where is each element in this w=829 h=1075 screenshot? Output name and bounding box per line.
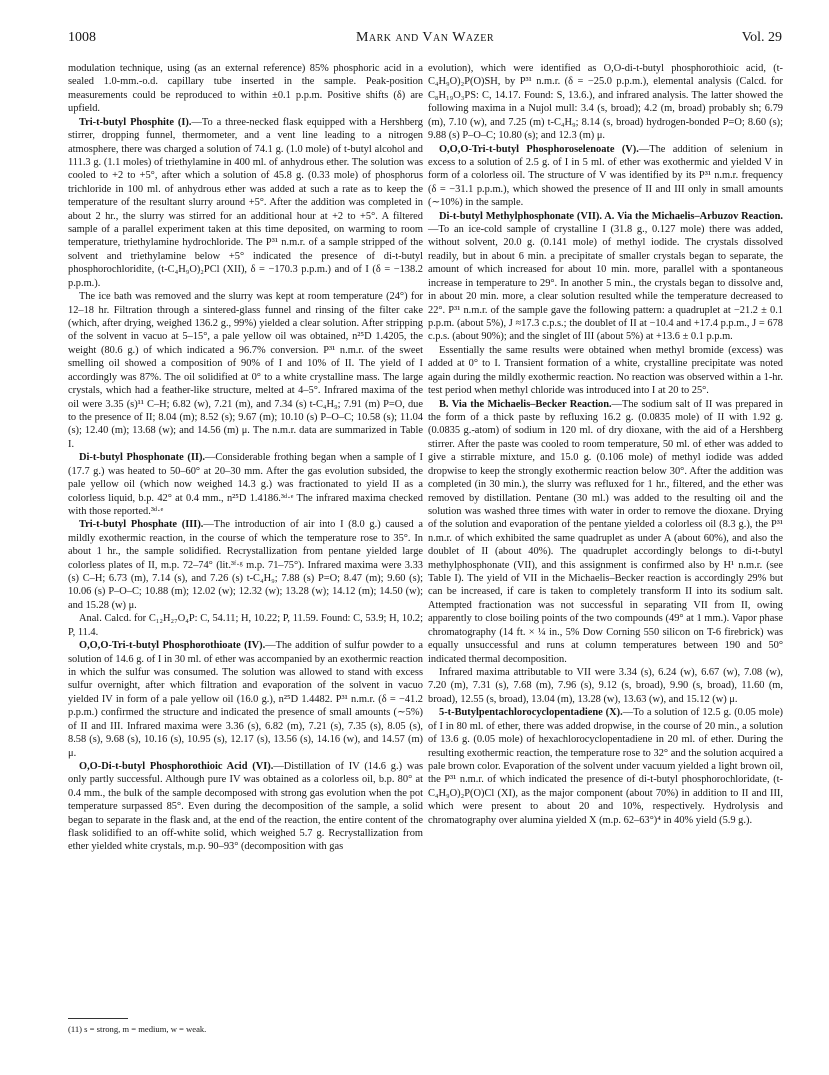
- section-heading: O,O,O-Tri-t-butyl Phosphoroselenoate (V).: [439, 143, 639, 155]
- paragraph-text: —Distillation of IV (14.6 g.) was only partly successful. Although pure IV was obtained as a colorless oil, b.p. 80° at 0.4 mm., the bulk of the sample decomposed with strong gas evolution when the pot temperature surpassed 85°. Even during the decomposition of the sample, a solid began to separate in the flask and, at the end of the reaction, the entire content of the flask solidified to an off-white solid, which weighed 5.7 g. Recrystallization from ether yielded white crystals, m.p. 90–93° (decomposition with gas: [68, 760, 424, 853]
- paragraph: [428, 666, 783, 706]
- paragraph-text: —To a three-necked flask equipped with a Hershberg stirrer, dropping funnel, thermometer, and a vent line leading to a nitrogen atmosphere, there was charged a solution of 74.1 g. (1.0 mole) of t-butyl alcohol and 111.3 g. (1.1 moles) of triethylamine in 400 ml. of anhydrous ether. The solution was cooled to +2 to +5°, after which a solution of 45.8 g. (0.33 mole) of phosphorus trichloride in 100 ml. of anhydrous ether was added at such a rate as to keep the temperature of the resultant slurry around +5°. After the addition was completed in about 2 hr., the slurry was stirred for an additional hour at +2 to +5°. A filtered sample of a parallel experiment taken at this time deposited, on warming to room temperature, triethylamine hydrochloride. The P³¹ n.m.r. of a sample stripped of the solvent and triethylamine below +5° indicated the presence of di-t-butyl phosphorochloridite, (t-C₄H₉O)₂PCl (XII), δ = −170.3 p.p.m.) and of I (δ = −138.2 p.p.m.).: [68, 116, 423, 289]
- running-header: [68, 30, 782, 50]
- paragraph: [68, 760, 423, 854]
- paragraph-text: The ice bath was removed and the slurry was kept at room temperature (24°) for 12–18 hr. Filtration through a sintered-glass funnel and rinsing of the filter cake (which, after drying, weighed 136.2 g., 99%) yielded a clear solution. After stripping of the solvent in vacuo at 5–15°, a pale yellow oil was obtained, n²⁵D 1.4205, the weight (80.6 g.) of which indicated a 96.7% conversion. P³¹ n.m.r. of the sweet smelling oil showed a composition of 90% of I and 10% of II. The yield of I accordingly was 87%. The oil solidified at 0° to a white crystalline mass. The large crystals, which had a feather-like structure, melted at 4–5°. Infrared maxima of the oil were 3.35 (s)¹¹ C–H; 6.82 (w), 7.21 (m), and 7.34 (s) t-C₄H₉; 7.91 (m) P=O, due to the presence of II; 8.04 (m); 8.52 (s); 9.67 (m); 10.10 (s) P–O–C; 10.58 (s); 11.04 (s); 12.40 (m); 13.68 (w); and 14.56 (m) μ. The n.m.r. data are summarized in Table I.: [68, 291, 423, 450]
- paragraph-text: Anal. Calcd. for C₁₂H₂₇O₄P: C, 54.11; H, 10.22; P, 11.59. Found: C, 53.9; H, 10.2; P, 11.4.: [68, 613, 423, 638]
- footnote-text: (11) s = strong, m = medium, w = weak.: [68, 1024, 207, 1034]
- section-heading: O,O,O-Tri-t-butyl Phosphorothioate (IV).: [79, 640, 266, 652]
- paragraph-text: —The introduction of air into I (8.0 g.) caused a mildly exothermic reaction, in the course of which the temperature rose to 35°. In about 1 hr., the sample solidified. Recrystallization from pentane yielded large colorless plates of II, m.p. 72–74° (lit.³ᶠ·ᵍ m.p. 71–75°). Infrared maxima were 3.33 (s) C–H; 6.73 (m), 7.14 (s), and 7.26 (s) t-C₄H₉; 7.88 (s) P=O; 8.47 (m); 9.60 (s); 10.06 (s) P–O–C; 10.88 (m); 12.02 (w); 12.32 (w); 13.28 (w); 14.12 (m); 14.50 (w); and 15.28 (w) μ.: [68, 519, 423, 611]
- paragraph: [68, 518, 423, 612]
- paragraph-text: —To an ice-cold sample of crystalline I (31.8 g., 0.127 mole) there was added, without solvent, 20.0 g. (0.141 mole) of methyl iodide. The crystals dissolved readily, but in about 6 min. a precipitate of smaller crystals began to separate, the amount of which increased for about 10 min. more, parallel with a spontaneous increase in temperature to 29°. In another 5 min., the crystals began to dissolve and, in about 20 min. more, a clear solution resulted while the temperature decreased to 22°. P³¹ n.m.r. of the sample gave the following pattern: a quadruplet at −21.2 ± 0.1 p.p.m. (about 5%), J ≈17.3 c.p.s.; the doublet of II at −10.4 and +17.4 p.p.m., J = 678 c.p.s. (about 90%); and the singlet of III (about 5%) at +13.6 ± 0.1 p.p.m.: [428, 224, 783, 343]
- section-heading: 5-t-Butylpentachlorocyclopentadiene (X).: [439, 707, 623, 719]
- paragraph-text: —The sodium salt of II was prepared in the form of a thick paste by refluxing 16.2 g. (0.0835 mole) of II with 1.92 g. (0.0835 g.-atom) of sodium in 120 ml. of dry dioxane, with the aid of a Hershberg stirrer. After the paste was cooled to room temperature, 50 ml. of ether was added to give a stirrable mixture, and 15.0 g. (0.106 mole) of methyl iodide was added dropwise to keep the strongly exothermic reaction below 30°. After the addition was completed (in 30 min.), the slurry was refluxed for 1 hr., filtered, and the ether was removed by distillation. Pentane (30 ml.) was added to the resulting oil and the solution was washed three times with water in order to remove the dioxane. Drying of the solution and evaporation of the pentane yielded a colorless oil (8.3 g.), the P³¹ n.m.r. of which exhibited the same quadruplet as under A (about 60%), and also the doublet of II (about 40%). The quadruplet accordingly belongs to di-t-butyl methylphosphonate (VII), and this assignment is confirmed also by H¹ n.m.r. (see Table I). The yield of VII in the Michaelis–Becker reaction is accordingly 29% but can be increased, if care is taken to completely transform II into its sodium salt. Attempted fractionation was not successful in separating VII from II, owing apparently to close boiling points of the two compounds (49° at 1 mm.). Vapor phase chromatography (14 ft. × ¼ in., 5% Dow Corning 550 silicon on T-6 firebrick) was equally unsuccessful and runs at column temperatures between 190 and 50° indicated thermal decomposition.: [428, 398, 783, 665]
- paragraph: [428, 143, 783, 210]
- volume-label: Vol. 29: [741, 30, 782, 45]
- section-heading: O,O-Di-t-butyl Phosphorothioic Acid (VI).: [79, 760, 274, 772]
- page-number: 1008: [68, 30, 96, 45]
- paragraph-text: Essentially the same results were obtained when methyl bromide (excess) was added at 0° to I. Transient formation of a white, crystalline precipitate was noted again during the mildly exothermic reaction. No reaction was observed within a 1-hr. test period when methyl chloride was introduced into I at 20 to 25°.: [428, 344, 783, 397]
- paragraph-text: —Considerable frothing began when a sample of I (17.7 g.) was heated to 50–60° at 20–30 mm. After the gas evolution subsided, the pale yellow oil (which now weighed 14.3 g.) was fractionated to yield II as a colorless liquid, b.p. 42° at 0.4 mm., n²⁵D 1.4186.³ᵈ·ᵉ The infrared maxima checked with those reported.³ᵈ·ᵉ: [68, 452, 423, 517]
- footnote: [68, 1024, 423, 1034]
- paragraph-text: modulation technique, using (as an external reference) 85% phosphoric acid in a sealed 1.0-mm.-o.d. capillary tube inserted in the sample. Peak-position measurements could be reproduced to within ±0.1 p.p.m. Positive shifts (δ) are upfield.: [68, 63, 423, 115]
- footnote-rule: [68, 1018, 128, 1019]
- paragraph: [68, 116, 423, 290]
- paragraph: [428, 398, 783, 666]
- section-heading: Di-t-butyl Phosphonate (II).: [79, 452, 206, 464]
- right-column: [428, 62, 783, 827]
- paragraph: [68, 639, 423, 760]
- paragraph: [68, 612, 423, 639]
- paragraph-text: —To a solution of 12.5 g. (0.05 mole) of I in 80 ml. of ether, there was added dropwise, in the course of 20 min., a solution of 13.6 g. (0.05 mole) of hexachlorocyclopentadiene in 20 ml. of ether. During the resulting exothermic reaction, the temperature rose to 32° and the solution acquired a pale brown color. Evaporation of the solvent under vacuum yielded a light brown oil, the P³¹ n.m.r. of which indicated the presence of di-t-butyl phosphorochloridate, (t-C₄H₉O)₂P(O)Cl (XI), as the major component (about 70%) in addition to II and III, which were present to about 20 and 10%, respectively. Hydrolysis and chromatography over alumina yielded X (m.p. 62–63°)⁴ in 40% yield (5.9 g.).: [428, 707, 784, 826]
- paragraph: [68, 62, 423, 116]
- section-heading: B. Via the Michaelis–Becker Reaction.: [439, 398, 612, 410]
- section-heading: Tri-t-butyl Phosphite (I).: [79, 116, 192, 128]
- paragraph: [428, 210, 783, 344]
- paragraph-text: —The addition of selenium in excess to a solution of 2.5 g. of I in 5 ml. of ether was exothermic and yielded V in form of a colorless oil. The structure of V was identified by its P³¹ n.m.r. frequency (δ = −31.1 p.p.m.), which showed the presence of II and III only in small amounts (∼10%) in the sample.: [428, 143, 783, 209]
- paragraph: [68, 451, 423, 518]
- section-heading: Tri-t-butyl Phosphate (III).: [79, 519, 204, 531]
- paragraph: [428, 62, 783, 143]
- running-head-title: Mark and Van Wazer: [355, 30, 495, 45]
- paragraph-text: Infrared maxima attributable to VII were 3.34 (s), 6.24 (w), 6.67 (w), 7.08 (w), 7.20 (m), 7.31 (s), 7.68 (m), 7.96 (s), 9.12 (s, broad), 9.90 (s, broad), 11.60 (m, broad), 12.55 (s, broad), 13.04 (m), 13.28 (w), 13.63 (w), and 15.12 (w) μ.: [428, 666, 783, 705]
- section-heading: Di-t-butyl Methylphosphonate (VII). A. Via the Michaelis–Arbuzov Reaction.: [439, 210, 783, 222]
- paragraph: [68, 290, 423, 451]
- paragraph: [428, 344, 783, 398]
- paragraph-text: evolution), which were identified as O,O-di-t-butyl phosphorothioic acid, (t-C₄H₉O)₂P(O)SH, by P³¹ n.m.r. (δ = −25.0 p.p.m.), elemental analysis (Calcd. for C₈H₁₉O₃PS: C, 14.17. Found: S, 13.6.), and infrared analysis. The latter showed the following maxima in a Nujol mull: 3.4 (s, broad); 4.2 (m, broad) probably sh; 6.79 (m), 7.10 (w), and 7.25 (m) t-C₄H₉; 8.14 (s, broad) hydrogen-bonded P=O; 8.60 (s); 9.88 (s) P–O–C; 10.80 (s); and 12.3 (m) μ.: [428, 63, 783, 142]
- left-column: [68, 62, 423, 854]
- paragraph-text: —The addition of sulfur powder to a solution of 14.6 g. of I in 30 ml. of ether was accompanied by an exothermic reaction in which the sulfur was consumed. The solution was allowed to stand with excess sulfur overnight, after which filtration and evaporation of the solvent in vacuo yielded IV in form of a pale yellow oil (16.0 g.), n²⁵D 1.4482. P³¹ n.m.r. (δ = −41.2 p.p.m.) confirmed the structure and indicated the presence of small amounts (∼5%) of II and III. Infrared maxima were 3.36 (s), 6.82 (m), 7.21 (s), 7.35 (s), 8.05 (s), 8.58 (s), 9.68 (s), 10.16 (s), 10.95 (s), 12.17 (s), 13.56 (s), 14.16 (w), and 14.57 (m) μ.: [68, 640, 423, 759]
- paragraph: [428, 706, 783, 827]
